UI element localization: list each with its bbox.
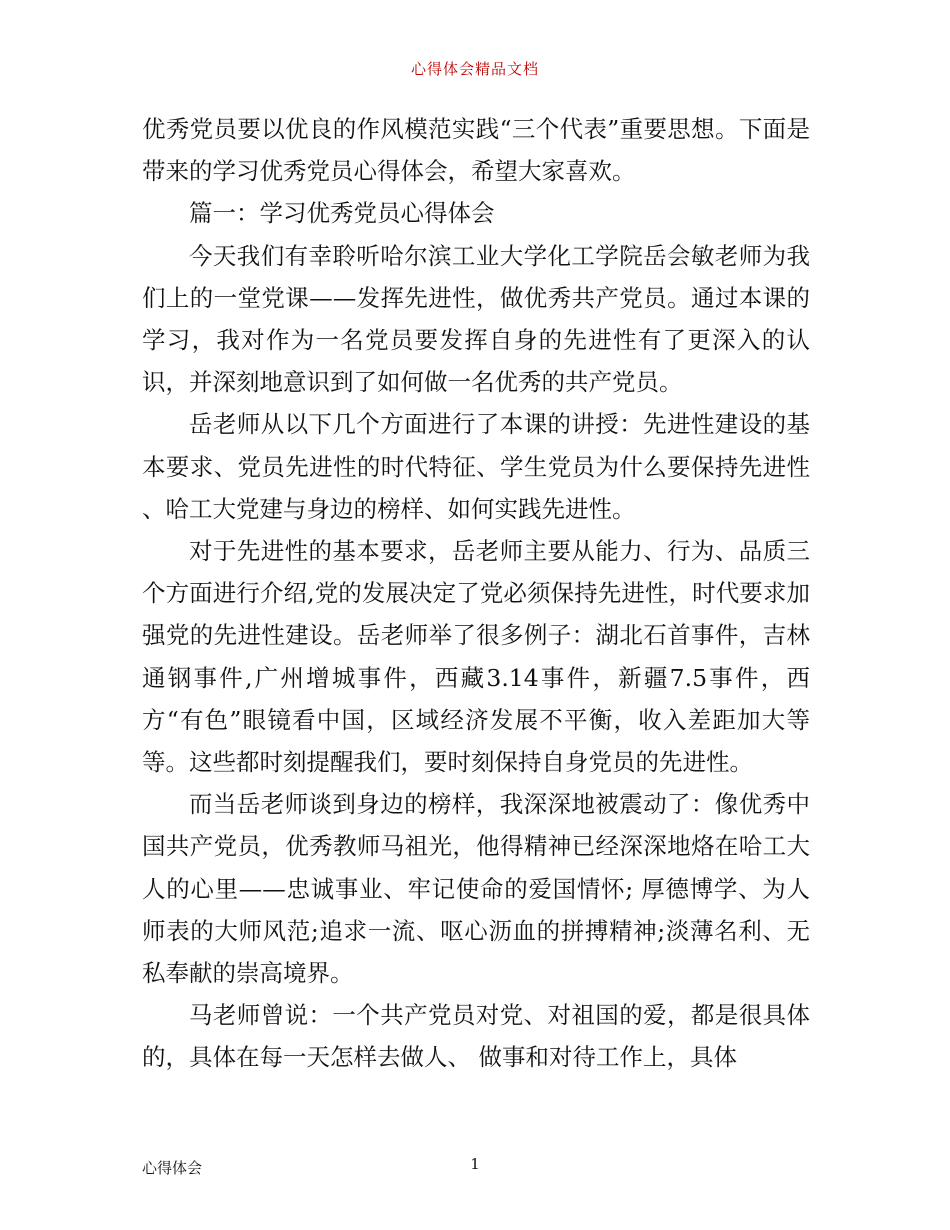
page-number: 1 — [470, 1155, 480, 1173]
paragraph: 今天我们有幸聆听哈尔滨工业大学化工学院岳会敏老师为我们上的一堂党课——发挥先进性，做优秀共产党员。通过本课的学习，我对作为一名党员要发挥自身的先进性有了更深入的认识，并深刻地意识到了如何做一名优秀的共产党员。 — [142, 241, 810, 397]
paragraph-intro: 优秀党员要以优良的作风模范实践“三个代表”重要思想。下面是带来的学习优秀党员心得体会，希望大家喜欢。 — [142, 115, 810, 186]
paragraph: 而当岳老师谈到身边的榜样，我深深地被震动了：像优秀中国共产党员，优秀教师马祖光，他得精神已经深深地烙在哈工大人的心里——忠诚事业、牢记使命的爱国情怀; 厚德博学、为人师表的大师风范;追求一流、呕心沥血的拼搏精神;淡薄名利、无私奉献的崇高境界。 — [142, 790, 810, 988]
footer-label: 心得体会 — [142, 1159, 203, 1177]
section-heading: 篇一：学习优秀党员心得体会 — [189, 199, 495, 228]
page-header: 心得体会精品文档 — [410, 60, 539, 78]
document-body — [142, 108, 810, 1079]
paragraph: 对于先进性的基本要求，岳老师主要从能力、行为、品质三个方面进行介绍,党的发展决定了党必须保持先进性，时代要求加强党的先进性建设。岳老师举了很多例子：湖北石首事件，吉林通钢事件,广州增城事件，西藏3.14事件，新疆7.5事件，西方“有色”眼镜看中国，区域经济发展不平衡，收入差距加大等等。这些都时刻提醒我们，要时刻保持自身党员的先进性。 — [142, 537, 810, 777]
paragraph: 岳老师从以下几个方面进行了本课的讲授：先进性建设的基本要求、党员先进性的时代特征、学生党员为什么要保持先进性 、哈工大党建与身边的榜样、如何实践先进性。 — [142, 410, 810, 523]
paragraph: 马老师曾说：一个共产党员对党、对祖国的爱，都是很具体的，具体在每一天怎样去做人、 做事和对待工作上，具体 — [142, 1001, 810, 1072]
